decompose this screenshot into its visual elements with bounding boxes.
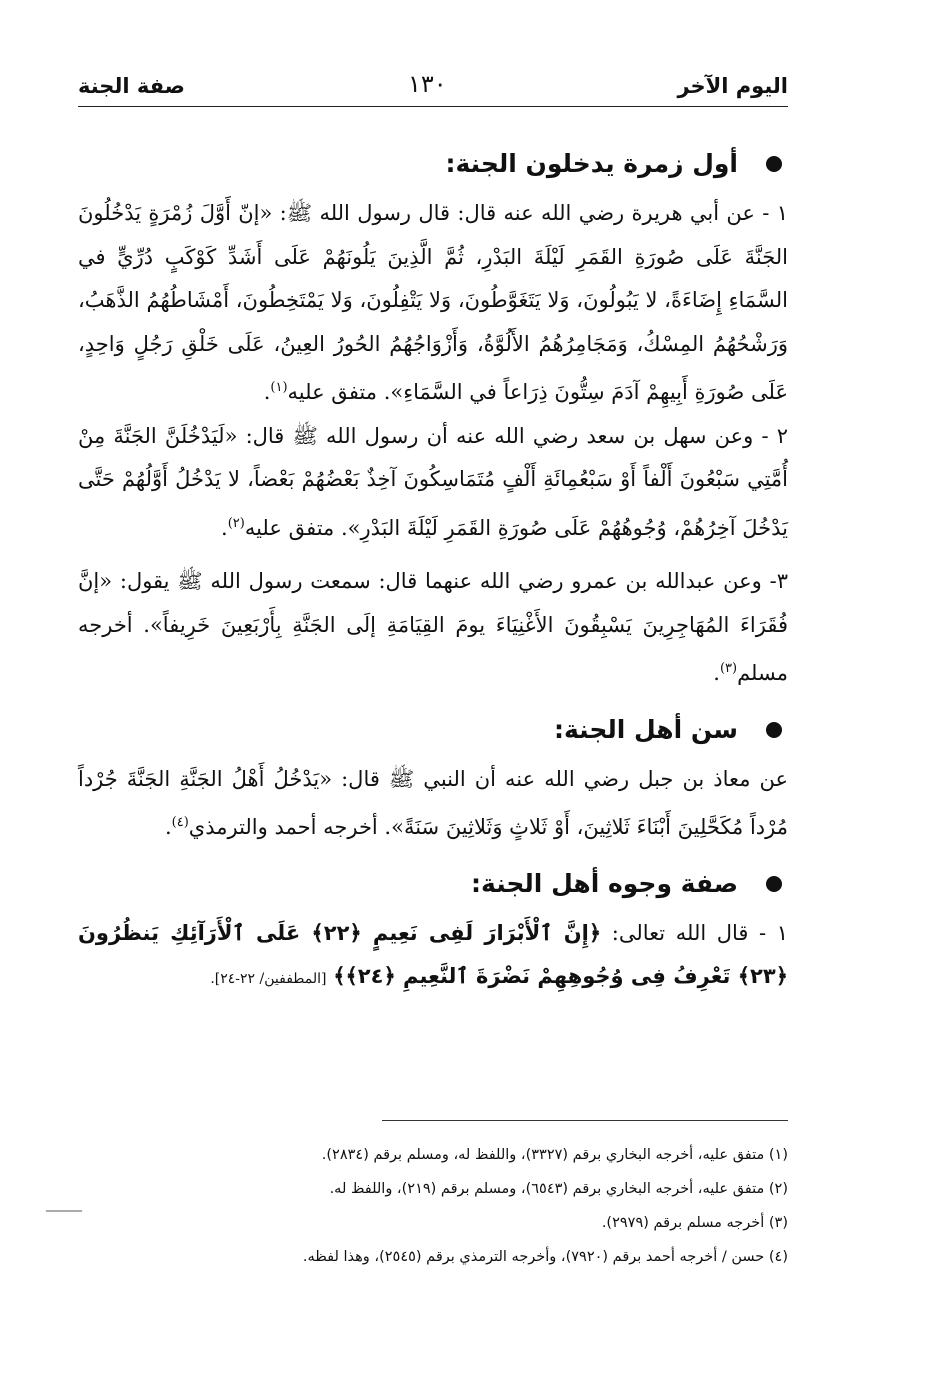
- footnote-ref: (٢): [227, 515, 245, 531]
- book-title: اليوم الآخر: [677, 74, 788, 98]
- footnote-item: (٢) متفق عليه، أخرجه البخاري برقم (٦٥٤٣)، ومسلم برقم (٢١٩)، واللفظ له.: [329, 1181, 788, 1197]
- scan-artifact: [46, 1210, 82, 1212]
- page-number: ١٣٠: [408, 70, 447, 98]
- section-heading: سن أهل الجنة:: [78, 710, 788, 750]
- main-text: [78, 138, 788, 1002]
- bullet-icon: [766, 722, 782, 738]
- hadith-paragraph: ٢ - وعن سهل بن سعد رضي الله عنه أن رسول الله ﷺ قال: «لَيَدْخُلَنَّ الجَنَّةَ مِنْ أُمَّتِي سَبْعُونَ أَلْفاً أَوْ سَبْعُمِائَةِ أَلْفٍ مُتَمَاسِكُونَ آخِذٌ بَعْضُهُمْ بَعْضاً، لا يَدْخُلُ أَوَّلُهُمْ حَتَّى يَدْخُلَ آخِرُهُمْ، وُجُوهُهُمْ عَلَى صُورَةِ القَمَرِ لَيْلَةَ البَدْرِ». متفق عليه$^{(٢)}$.: [78, 423, 789, 540]
- footnote-ref: (١): [270, 380, 288, 395]
- hadith-paragraph: عن معاذ بن جبل رضي الله عنه أن النبي ﷺ قال: «يَدْخُلُ أَهْلُ الجَنَّةِ الجَنَّةَ جُرْداً مُرْداً مُكَحَّلِينَ أَبْنَاءَ ثَلاثِينَ، أَوْ ثَلاثٍ وَثَلاثِينَ سَنَةً». أخرجه أحمد والترمذي$^{(٤)}$.: [78, 766, 788, 839]
- footnote-ref: (٣): [719, 661, 738, 676]
- footnotes: [78, 1138, 788, 1274]
- section-heading: صفة وجوه أهل الجنة:: [78, 864, 788, 904]
- footnote-item: (١) متفق عليه، أخرجه البخاري برقم (٣٣٢٧)، واللفظ له، ومسلم برقم (٢٨٣٤).: [321, 1147, 788, 1163]
- footnote-item: (٣) أخرجه مسلم برقم (٢٩٧٩).: [601, 1215, 788, 1231]
- verse-reference: [المطففين/ ٢٢-٢٤].: [210, 971, 327, 987]
- hadith-paragraph: ٣- وعن عبدالله بن عمرو رضي الله عنهما قال: سمعت رسول الله ﷺ يقول: «إنَّ فُقَرَاءَ المُهَاجِرِينَ يَسْبِقُونَ الأَغْنِيَاءَ يومَ القِيَامَةِ إلَى الجَنَّةِ بِأَرْبَعِينَ خَرِيفاً». أخرجه مسلم$^{(٣)}$.: [78, 569, 788, 685]
- bullet-icon: [766, 156, 782, 172]
- chapter-title: صفة الجنة: [78, 74, 185, 98]
- verse-paragraph: ١ - قال الله تعالى: ﴿إِنَّ ٱلْأَبْرَارَ لَفِى نَعِيمٍ ﴿٢٢﴾ عَلَى ٱلْأَرَآئِكِ يَنظُرُونَ ﴿٢٣﴾ تَعْرِفُ فِى وُجُوهِهِمْ نَضْرَةَ ٱلنَّعِيمِ ﴿٢٤﴾﴾ [المطففين/ ٢٢-٢٤].: [78, 920, 789, 988]
- footnote-item: (٤) حسن / أخرجه أحمد برقم (٧٩٢٠)، وأخرجه الترمذي برقم (٢٥٤٥)، وهذا لفظه.: [302, 1249, 788, 1265]
- footnote-ref: (٤): [171, 815, 189, 830]
- bullet-icon: [766, 876, 782, 892]
- hadith-paragraph: ١ - عن أبي هريرة رضي الله عنه قال: قال رسول الله ﷺ: «إنّ أَوَّلَ زُمْرَةٍ يَدْخُلُونَ الجَنَّةَ عَلَى صُورَةِ القَمَرِ لَيْلَةَ البَدْرِ، ثُمَّ الَّذِينَ يَلُونَهُمْ عَلَى أَشَدِّ كَوْكَبٍ دُرِّيٍّ في السَّمَاءِ إِضَاءَةً، لا يَبُولُونَ، وَلا يَتَغَوَّطُونَ، وَلا يَتْفِلُونَ، وَلا يَمْتَخِطُونَ، أَمْشَاطُهُمُ الذَّهَبُ، وَرَشْحُهُمُ المِسْكُ، وَمَجَامِرُهُمُ الأَلُوَّةُ، وَأَزْوَاجُهُمُ الحُورُ العِينُ، عَلَى خَلْقِ رَجُلٍ وَاحِدٍ، عَلَى صُورَةِ أَبِيهِمْ آدَمَ سِتُّونَ ذِرَاعاً في السَّمَاءِ». متفق عليه$^{(١)}$.: [78, 201, 788, 404]
- running-header: [78, 70, 788, 107]
- footnote-separator: [382, 1120, 788, 1121]
- quran-verse: ﴿إِنَّ ٱلْأَبْرَارَ لَفِى نَعِيمٍ ﴿٢٢﴾ عَلَى ٱلْأَرَآئِكِ يَنظُرُونَ ﴿٢٣﴾ تَعْرِفُ فِى وُجُوهِهِمْ نَضْرَةَ ٱلنَّعِيمِ ﴿٢٤﴾﴾: [78, 920, 788, 988]
- section-heading: أول زمرة يدخلون الجنة:: [78, 144, 788, 184]
